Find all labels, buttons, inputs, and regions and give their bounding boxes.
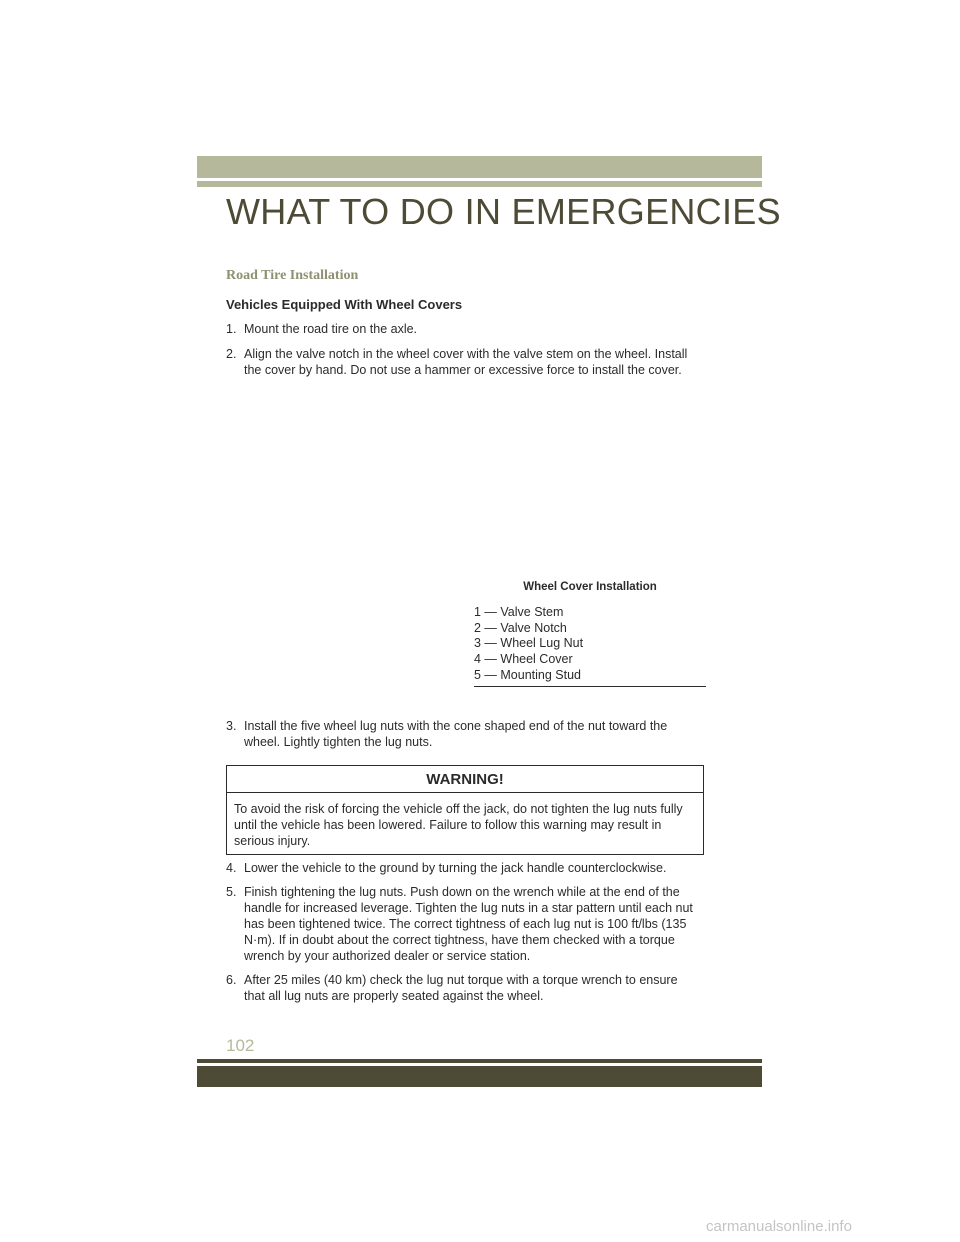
warning-title: WARNING! xyxy=(426,771,504,788)
step-text: Finish tightening the lug nuts. Push down on the wrench while at the end of the xyxy=(244,885,680,899)
warning-text xyxy=(234,801,698,849)
page-number: 102 xyxy=(226,1036,255,1055)
step-text: handle for increased leverage. Tighten the lug nuts in a star pattern until each nut xyxy=(244,901,693,915)
step-text: wrench by your authorized dealer or service station. xyxy=(244,949,531,963)
legend-item: 3 — Wheel Lug Nut xyxy=(474,636,584,651)
footer-band xyxy=(197,1066,762,1087)
legend-item: 4 — Wheel Cover xyxy=(474,652,573,667)
warning-rule xyxy=(227,792,703,793)
header-rule xyxy=(197,181,762,187)
step-2 xyxy=(226,346,706,378)
step-1 xyxy=(226,321,706,337)
step-number: 6. xyxy=(226,973,237,987)
step-5 xyxy=(226,884,706,964)
figure-caption: Wheel Cover Installation xyxy=(523,581,657,593)
legend-rule xyxy=(474,686,706,687)
step-number: 5. xyxy=(226,885,237,899)
legend-item: 5 — Mounting Stud xyxy=(474,667,582,682)
step-text: Align the valve notch in the wheel cover with the valve stem on the wheel. Install xyxy=(244,347,688,361)
step-number: 2. xyxy=(226,347,237,361)
sub-heading: Road Tire Installation xyxy=(226,268,359,283)
step-text: that all lug nuts are properly seated against the wheel. xyxy=(244,989,544,1003)
step-text: Lower the vehicle to the ground by turning the jack handle counterclockwise. xyxy=(244,861,667,875)
header-band xyxy=(197,156,762,178)
step-text: the cover by hand. Do not use a hammer or excessive force to install the cover. xyxy=(244,363,682,377)
warning-line: serious injury. xyxy=(234,834,311,848)
section-title: WHAT TO DO IN EMERGENCIES xyxy=(226,191,781,232)
step-6 xyxy=(226,972,706,1004)
step-number: 1. xyxy=(226,322,237,336)
group-heading: Vehicles Equipped With Wheel Covers xyxy=(226,297,463,312)
step-text: wheel. Lightly tighten the lug nuts. xyxy=(244,735,433,749)
step-number: 3. xyxy=(226,719,237,733)
watermark: carmanualsonline.info xyxy=(706,1218,852,1235)
step-text: Install the five wheel lug nuts with the cone shaped end of the nut toward the xyxy=(244,719,668,733)
warning-line: To avoid the risk of forcing the vehicle off the jack, do not tighten the lug nuts fully xyxy=(234,802,683,816)
step-text: N·m). If in doubt about the correct tightness, have them checked with a torque xyxy=(244,933,675,947)
warning-box xyxy=(226,765,704,855)
footer-rule xyxy=(197,1059,762,1063)
step-text: Mount the road tire on the axle. xyxy=(244,322,418,336)
step-text: After 25 miles (40 km) check the lug nut torque with a torque wrench to ensure xyxy=(244,973,678,987)
wheel-cover-figure xyxy=(226,386,706,576)
step-text: has been tightened twice. The correct tightness of each lug nut is 100 ft/lbs (135 xyxy=(244,917,687,931)
legend-item: 2 — Valve Notch xyxy=(474,620,567,635)
step-3 xyxy=(226,718,706,750)
figure-legend xyxy=(474,605,706,684)
legend-item: 1 — Valve Stem xyxy=(474,605,564,619)
warning-line: until the vehicle has been lowered. Failure to follow this warning may result in xyxy=(234,818,662,832)
step-number: 4. xyxy=(226,861,237,875)
step-4 xyxy=(226,860,706,876)
